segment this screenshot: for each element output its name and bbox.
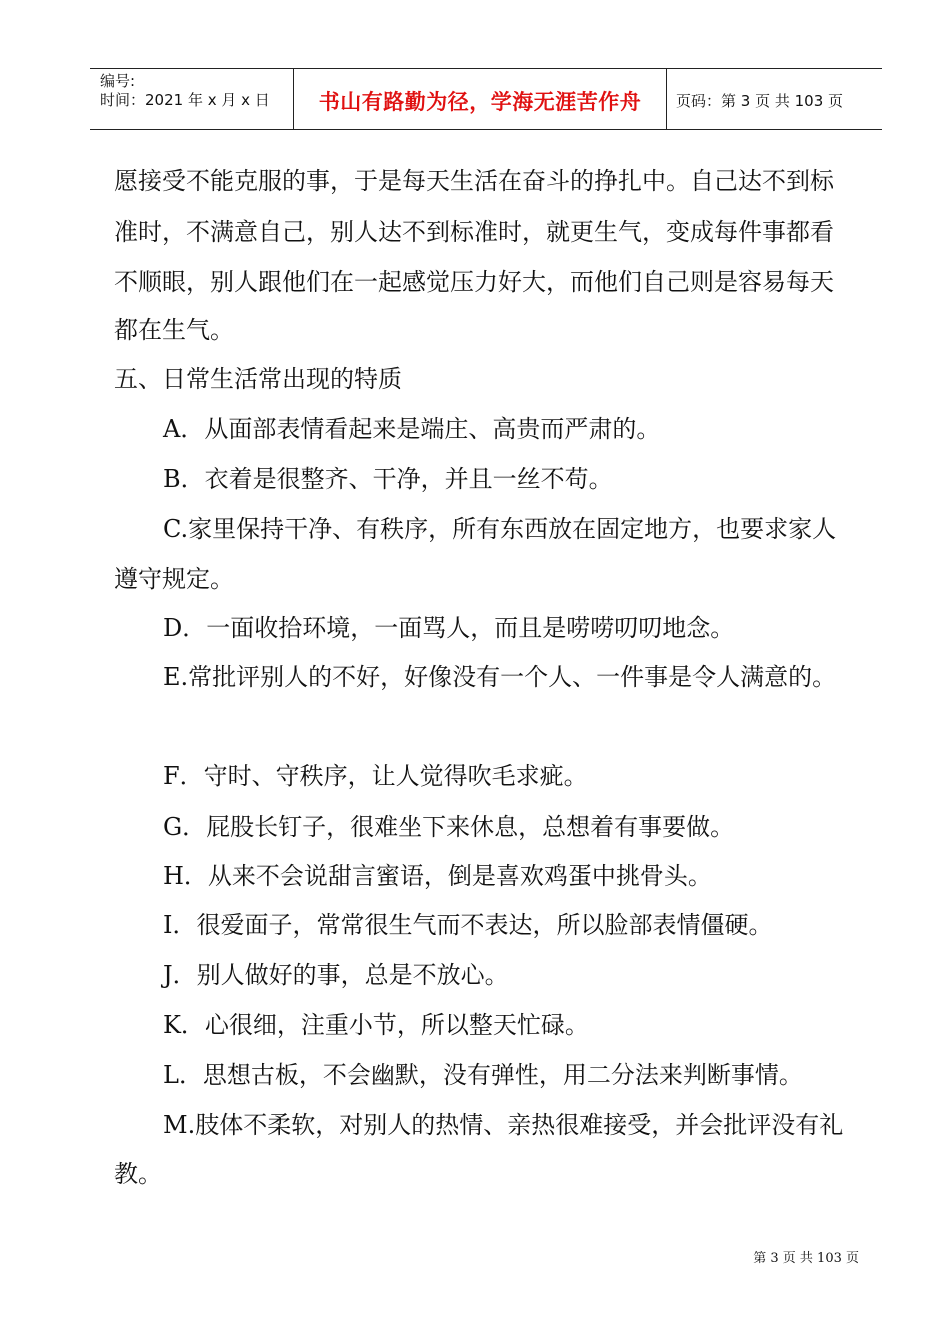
list-item: C.家里保持干净、有秩序，所有东西放在固定地方，也要求家人 bbox=[163, 515, 837, 543]
header-page-cell bbox=[666, 69, 882, 129]
list-item: I．很爱面子，常常很生气而不表达，所以脸部表情僵硬。 bbox=[163, 911, 773, 939]
list-item: F．守时、守秩序，让人觉得吹毛求疵。 bbox=[163, 762, 588, 790]
list-item-continuation: 教。 bbox=[114, 1160, 162, 1188]
list-item: L．思想古板，不会幽默，没有弹性，用二分法来判断事情。 bbox=[163, 1061, 803, 1089]
list-item: H．从来不会说甜言蜜语，倒是喜欢鸡蛋中挑骨头。 bbox=[163, 862, 712, 890]
list-item: K．心很细，注重小节，所以整天忙碌。 bbox=[163, 1011, 589, 1039]
list-item: M.肢体不柔软，对别人的热情、亲热很难接受，并会批评没有礼 bbox=[163, 1111, 844, 1139]
header-page-info: 页码：第 3 页 共 103 页 bbox=[676, 92, 844, 110]
header-motto: 书山有路勤为径，学海无涯苦作舟 bbox=[318, 90, 642, 114]
paragraph-line: 不顺眼，别人跟他们在一起感觉压力好大，而他们自己则是容易每天 bbox=[114, 268, 834, 296]
document-code-label: 编号: bbox=[100, 72, 136, 90]
list-item-continuation: 遵守规定。 bbox=[114, 565, 234, 593]
paragraph-line: 都在生气。 bbox=[114, 316, 234, 344]
header-meta-cell bbox=[90, 69, 293, 129]
footer-page-number: 第 3 页 共 103 页 bbox=[753, 1251, 859, 1266]
list-item: B．衣着是很整齐、干净，并且一丝不苟。 bbox=[163, 465, 613, 493]
section-heading: 五、日常生活常出现的特质 bbox=[114, 365, 402, 393]
list-item: A．从面部表情看起来是端庄、高贵而严肃的。 bbox=[163, 415, 661, 443]
list-item: G．屁股长钉子，很难坐下来休息，总想着有事要做。 bbox=[163, 813, 735, 841]
document-header bbox=[90, 68, 882, 130]
list-item: E.常批评别人的不好，好像没有一个人、一件事是令人满意的。 bbox=[163, 663, 837, 691]
list-item: J．别人做好的事，总是不放心。 bbox=[163, 961, 509, 989]
document-time-label: 时间：2021 年 x 月 x 日 bbox=[100, 91, 270, 109]
paragraph-line: 愿接受不能克服的事，于是每天生活在奋斗的挣扎中。自己达不到标 bbox=[114, 167, 834, 195]
paragraph-line: 准时，不满意自己，别人达不到标准时，就更生气，变成每件事都看 bbox=[114, 218, 834, 246]
header-motto-cell bbox=[293, 69, 667, 129]
list-item: D．一面收拾环境，一面骂人，而且是唠唠叨叨地念。 bbox=[163, 614, 735, 642]
